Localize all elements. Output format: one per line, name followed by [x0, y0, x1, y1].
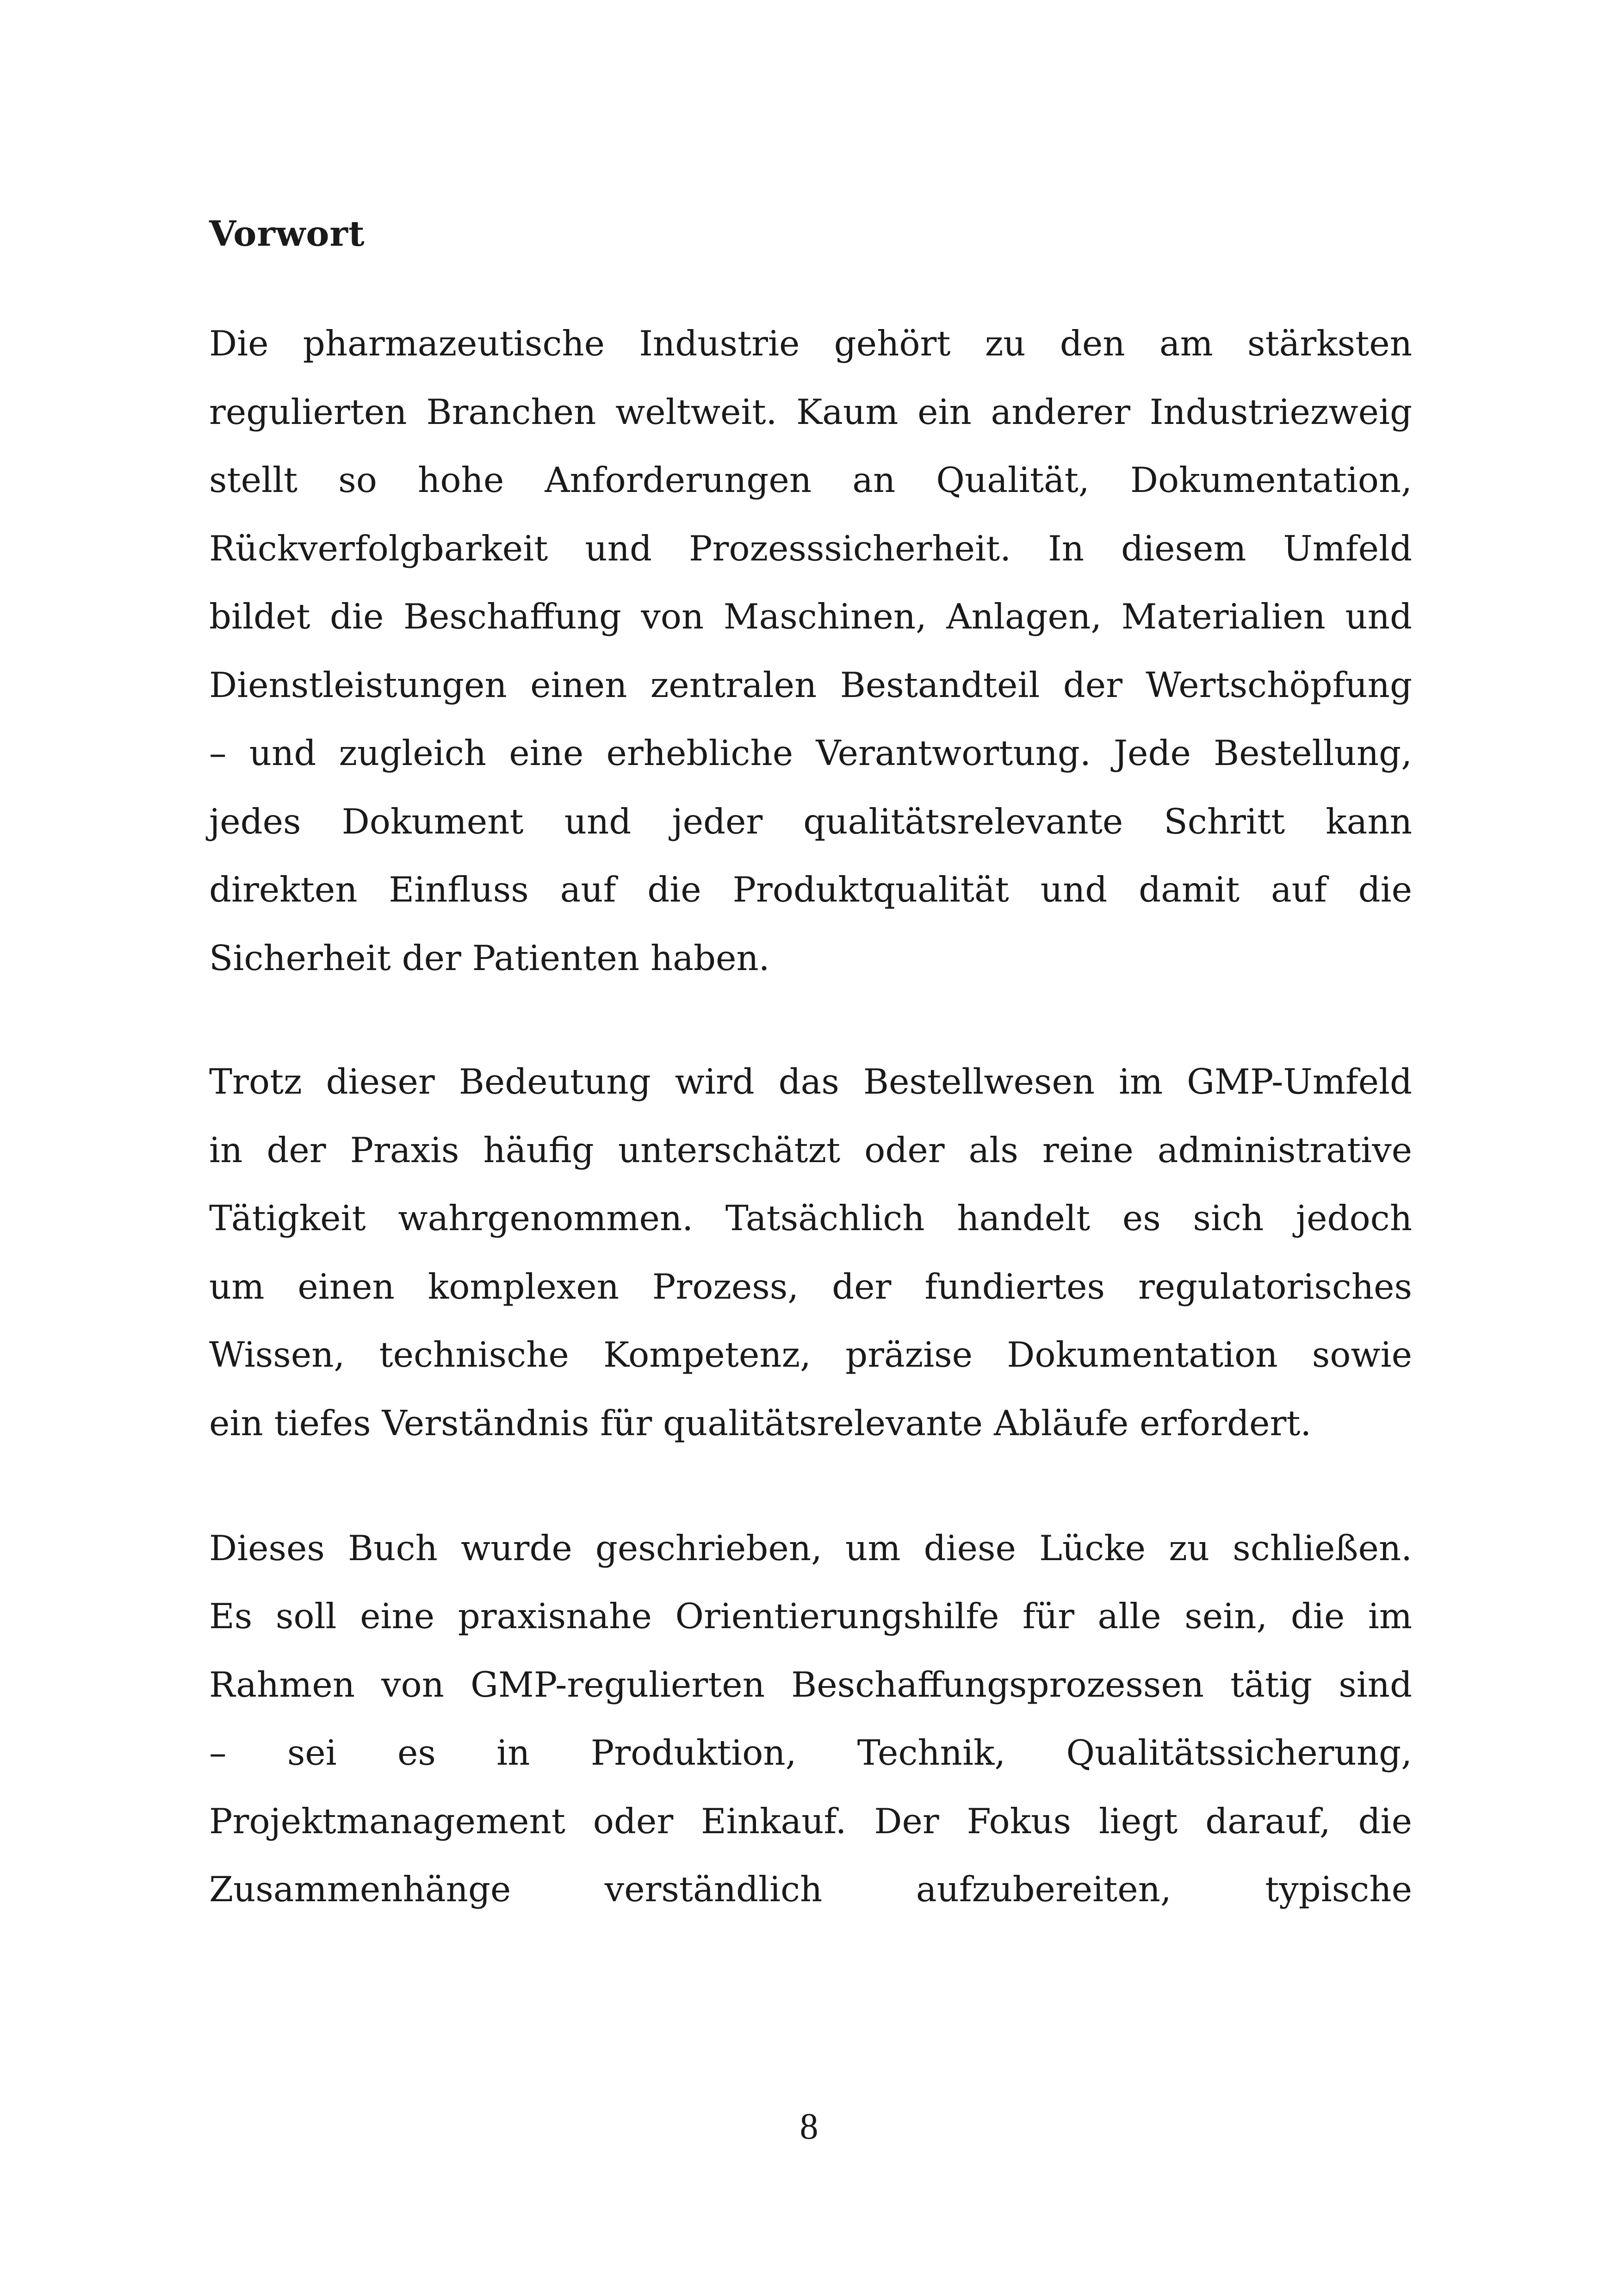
paragraph-2-line: Tätigkeit wahrgenommen. Tatsächlich handelt es sich jedoch	[209, 1198, 1412, 1238]
page-number: 8	[800, 2106, 818, 2147]
paragraph-3-line: Es soll eine praxisnahe Orientierungshilfe für alle sein, die im	[209, 1596, 1412, 1636]
paragraph-2-line: Wissen, technische Kompetenz, präzise Dokumentation sowie	[209, 1334, 1412, 1375]
paragraph-1-line: regulierten Branchen weltweit. Kaum ein anderer Industriezweig	[209, 392, 1412, 432]
paragraph-1-line: Dienstleistungen einen zentralen Bestandteil der Wertschöpfung	[209, 665, 1412, 705]
section-heading: Vorwort	[209, 213, 365, 254]
paragraph-3-line: Rahmen von GMP-regulierten Beschaffungsprozessen tätig sind	[209, 1664, 1412, 1705]
paragraph-1-line: – und zugleich eine erhebliche Verantwortung. Jede Bestellung,	[209, 733, 1412, 773]
paragraph-3-line: Zusammenhänge verständlich aufzubereiten, typische	[209, 1869, 1412, 1910]
paragraph-1-line: bildet die Beschaffung von Maschinen, Anlagen, Materialien und	[209, 596, 1412, 637]
paragraph-1-line: jedes Dokument und jeder qualitätsrelevante Schritt kann	[209, 801, 1412, 842]
paragraph-1-line: Die pharmazeutische Industrie gehört zu den am stärksten	[209, 323, 1412, 364]
paragraph-3-line: – sei es in Produktion, Technik, Qualitätssicherung,	[209, 1732, 1412, 1773]
paragraph-1-line: Rückverfolgbarkeit und Prozesssicherheit. In diesem Umfeld	[209, 528, 1412, 569]
paragraph-2-line: um einen komplexen Prozess, der fundiertes regulatorisches	[209, 1266, 1412, 1307]
paragraph-1-line: stellt so hohe Anforderungen an Qualität, Dokumentation,	[209, 460, 1412, 500]
paragraph-1-line: direkten Einfluss auf die Produktqualität und damit auf die	[209, 869, 1412, 910]
paragraph-3-line: Projektmanagement oder Einkauf. Der Fokus liegt darauf, die	[209, 1801, 1412, 1842]
paragraph-2-line: Trotz dieser Bedeutung wird das Bestellwesen im GMP-Umfeld	[209, 1061, 1412, 1102]
paragraph-1-line: Sicherheit der Patienten haben.	[209, 938, 770, 978]
paragraph-3-line: Dieses Buch wurde geschrieben, um diese Lücke zu schließen.	[209, 1528, 1412, 1568]
paragraph-2-line: ein tiefes Verständnis für qualitätsrelevante Abläufe erfordert.	[209, 1403, 1312, 1444]
paragraph-2-line: in der Praxis häufig unterschätzt oder als reine administrative	[209, 1130, 1412, 1170]
